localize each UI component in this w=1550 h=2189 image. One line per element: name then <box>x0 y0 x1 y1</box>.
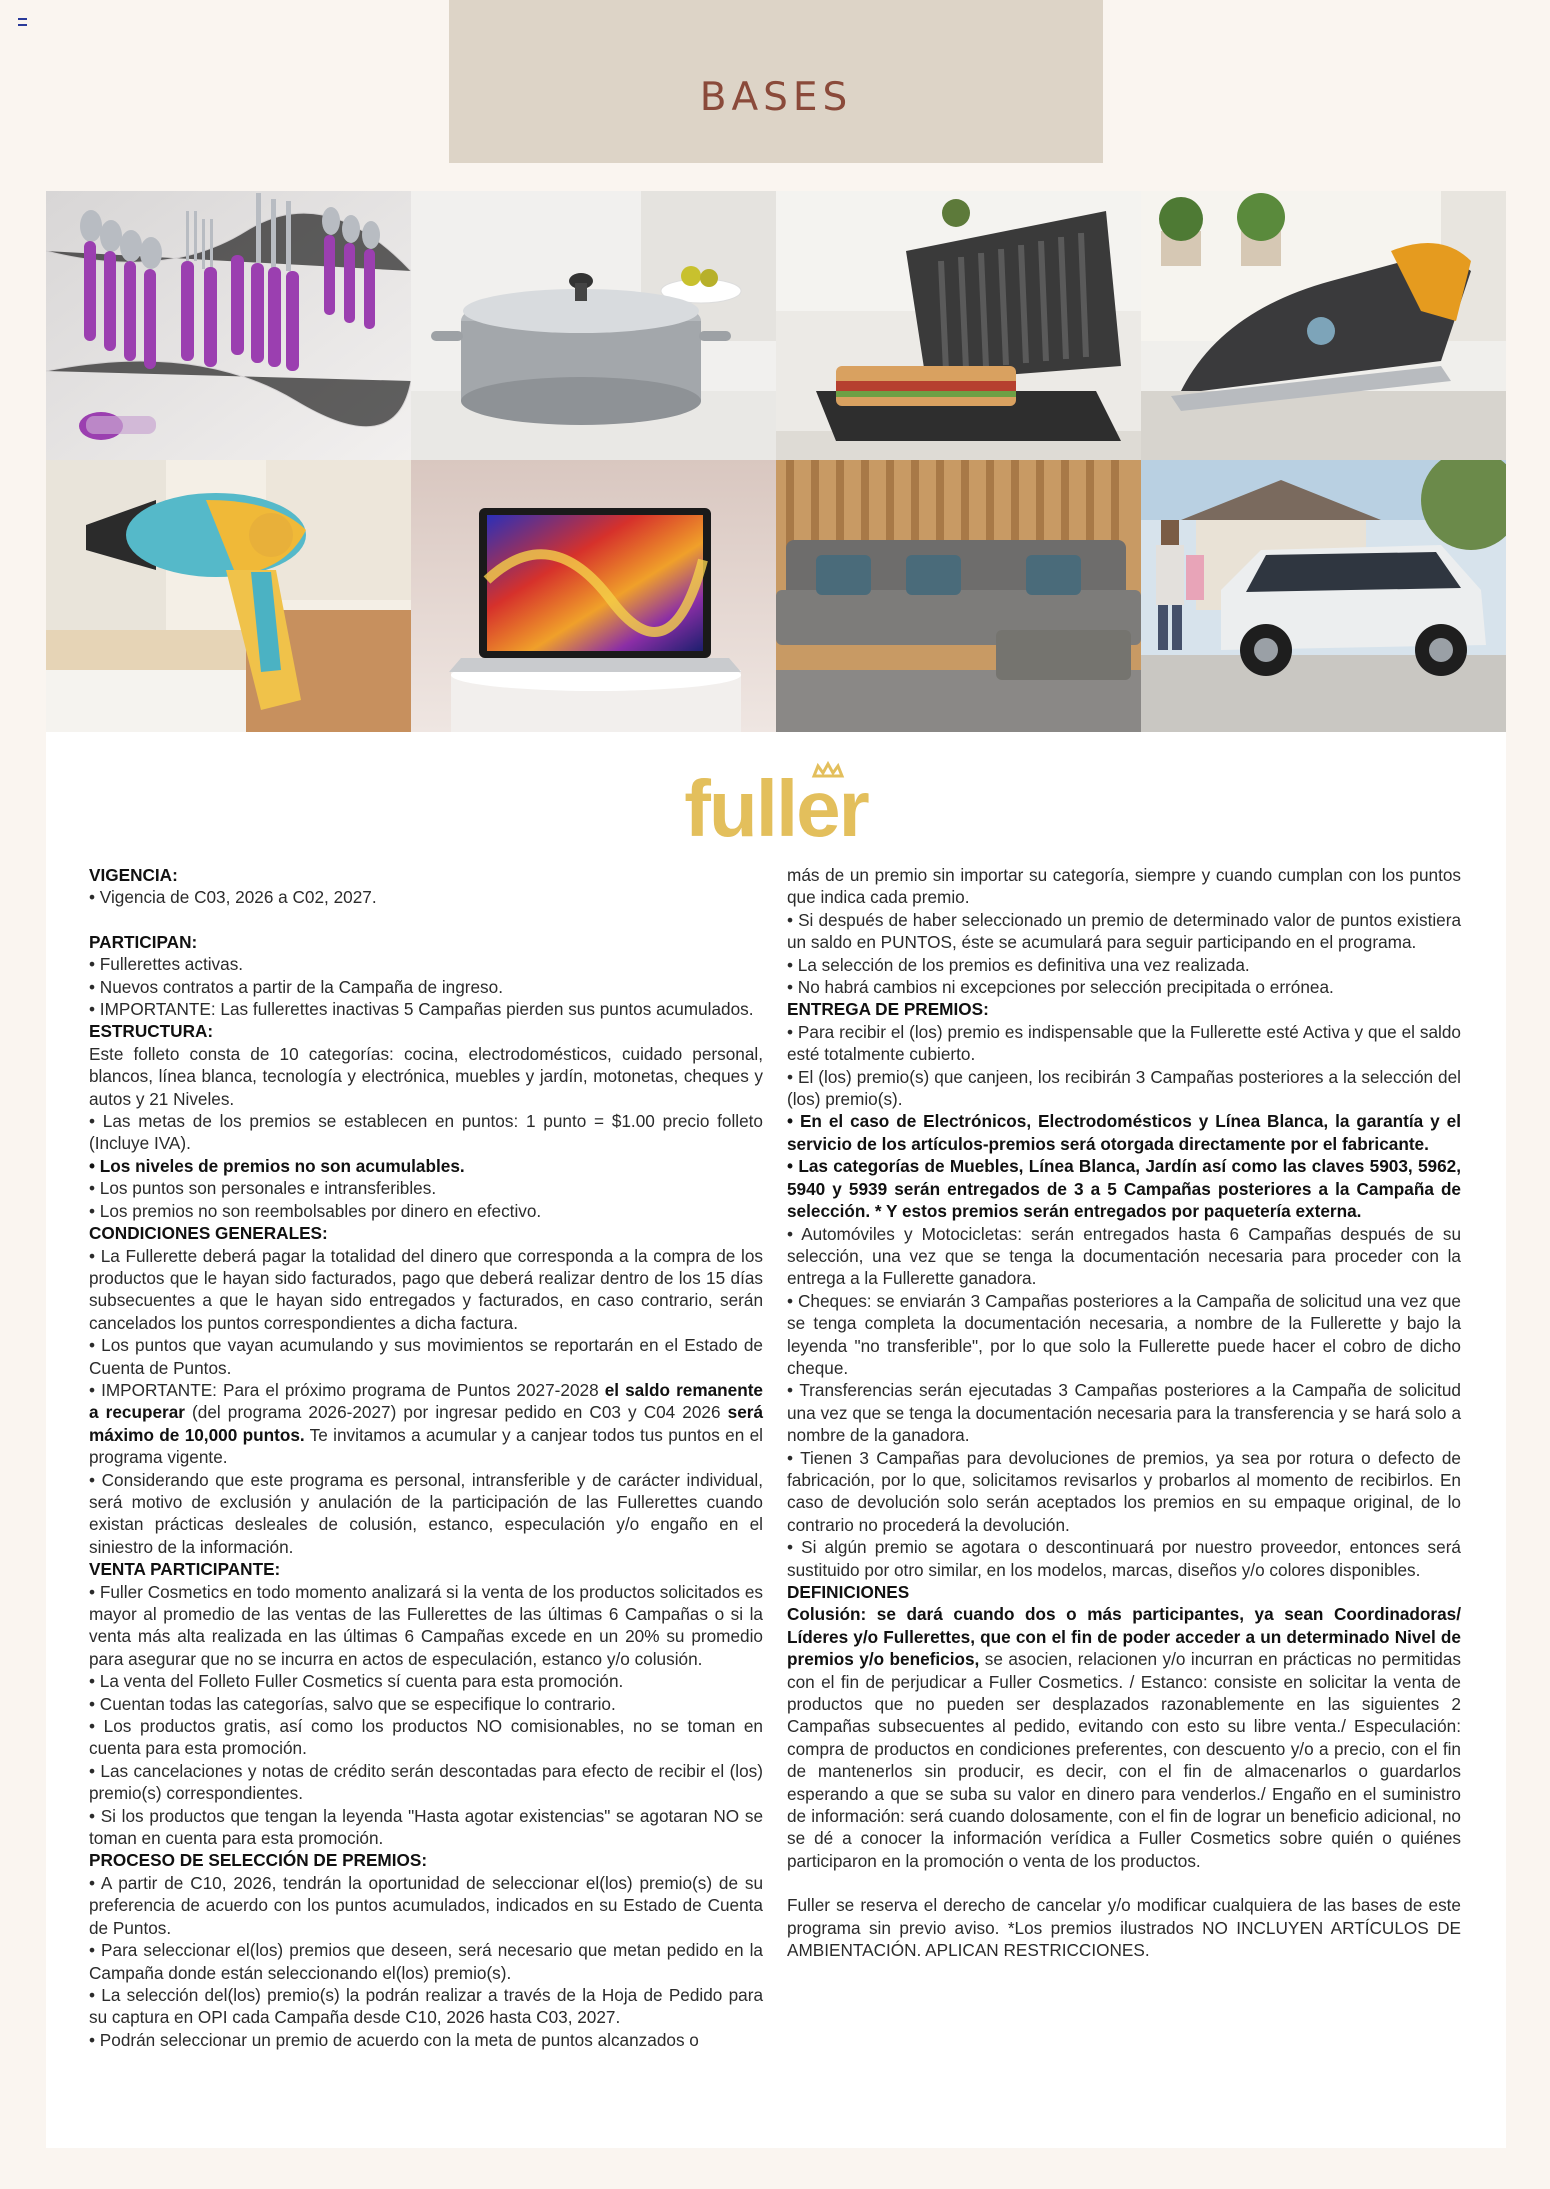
header-banner <box>449 0 1103 163</box>
text-span: Te invitamos a acumular y a canjear todos tus puntos en el programa vigente. <box>89 1424 763 1468</box>
clause-text: • Las cancelaciones y notas de crédito serán descontadas para efecto de recibir el (los) premio(s) correspondientes. <box>89 1760 763 1804</box>
clause-text: • La venta del Folleto Fuller Cosmetics sí cuenta para esta promoción. <box>89 1671 624 1692</box>
mixed-clause-text <box>89 1379 763 1469</box>
clause-text: • Podrán seleccionar un premio de acuerdo con la meta de puntos alcanzados o <box>89 2029 699 2050</box>
cutlery-set-photo <box>46 191 411 460</box>
clause-text: • A partir de C10, 2026, tendrán la oportunidad de seleccionar el(los) premio(s) de su preferencia de acuerdo con los puntos acumulados, indicados en su Estado de Cuenta de Puntos. <box>89 1872 763 1938</box>
left-text-column <box>89 864 763 2051</box>
clause-text: más de un premio sin importar su categoría, siempre y cuando cumplan con los puntos que indica cada premio. <box>787 865 1461 908</box>
clause-text: • IMPORTANTE: Las fullerettes inactivas 5 Campañas pierden sus puntos acumulados. <box>89 999 754 1020</box>
terms-card <box>46 732 1506 2148</box>
paragraph-spacer <box>89 909 763 931</box>
clause-text: • Transferencias serán ejecutadas 3 Campañas posteriores a la Campaña de solicitud una vez que se tenga la documentación necesaria para la transferencia y se hará solo a nombre de la ganadora. <box>787 1380 1461 1446</box>
clause-text: • Tienen 3 Campañas para devoluciones de premios, ya sea por rotura o defecto de fabricación, por lo que, solicitamos revisarlos y probarlos al momento de recibirlos. En caso de devolución solo serán aceptados los premios en su empaque original, de lo contrario no procederá la devolución. <box>787 1447 1461 1535</box>
section-heading: DEFINICIONES <box>787 1582 910 1602</box>
clause-text: • Los productos gratis, así como los productos NO comisionables, no se toman en cuenta para esta promoción. <box>89 1716 763 1759</box>
clause-text: Este folleto consta de 10 categorías: cocina, electrodomésticos, cuidado personal, blancos, línea blanca, tecnología y electrónica, muebles y jardín, motonetas, cheques y autos y 21 Niveles. <box>89 1043 763 1109</box>
clause-text: • El (los) premio(s) que canjeen, los recibirán 3 Campañas posteriores a la selección del (los) premio(s). <box>787 1066 1461 1110</box>
family-car-photo <box>1141 460 1506 732</box>
section-heading: VIGENCIA: <box>89 865 178 885</box>
text-span: • IMPORTANTE: Para el próximo programa de Puntos 2027-2028 <box>89 1379 605 1400</box>
steam-iron-photo <box>1141 191 1506 460</box>
section-heading: PARTICIPAN: <box>89 931 198 952</box>
paragraph-spacer <box>787 1872 1461 1894</box>
clause-text: • La selección de los premios es definitiva una vez realizada. <box>787 954 1250 975</box>
clause-text: • Vigencia de C03, 2026 a C02, 2027. <box>89 887 377 908</box>
clause-text: • Cheques: se enviarán 3 Campañas posteriores a la Campaña de solicitud una vez que se tenga completa la documentación necesaria, a nombre de la Fullerette y bajo la leyenda "no transferible", por lo que solo la Fullerette puede hacer el cobro de dicho cheque. <box>787 1290 1461 1378</box>
section-heading: ESTRUCTURA: <box>89 1021 214 1042</box>
prize-photo-grid <box>46 191 1506 732</box>
section-heading: ENTREGA DE PREMIOS: <box>787 999 989 1020</box>
bold-clause: • En el caso de Electrónicos, Electrodomésticos y Línea Blanca, la garantía y el servicio de los artículos-premios será otorgada directamente por el fabricante. <box>787 1111 1461 1154</box>
clause-text: • Los puntos son personales e intransferibles. <box>89 1178 437 1199</box>
page-title: BASES <box>699 75 853 120</box>
clause-text: • Considerando que este programa es personal, intransferible y de carácter individual, será motivo de exclusión y anulación de la participación de las Fullerettes cuando existan prácticas desleales de colusión, estanco, especulación y/o engaño en el siniestro de la información. <box>89 1469 763 1557</box>
text-span: se asocien, relacionen y/o incurran en prácticas no permitidas con el fin de perjudicar a Fuller Cosmetics. / Estanco: consiste en solicitar la venta de productos que no pueden ser desplazados razonablemente en las siguientes 2 Campañas subsecuentes al pedido, evitando con esto su libre venta./ Especulación: compra de productos en condiciones preferentes, con descuento y/o a precio, con el fin de mantenerlos sin producir, es decir, con el fin de almacenarlos o guardarlos esperando a que se suba su valor en dinero para venderlos./ Engaño en el suministro de información: será cuando dolosamente, con el fin de lograr un beneficio adicional, no se dé a conocer la información verídica a Fuller Cosmetics sobre quién o quiénes participaron en la promoción o venta de los productos. <box>787 1649 1461 1871</box>
clause-text: • Para seleccionar el(los) premios que deseen, será necesario que metan pedido en la Campaña donde están seleccionando el(los) premio(s). <box>89 1940 763 1983</box>
clause-text: • Los premios no son reembolsables por dinero en efectivo. <box>89 1200 542 1221</box>
sectional-sofa-photo <box>776 460 1141 732</box>
clause-text: • No habrá cambios ni excepciones por selección precipitada o errónea. <box>787 977 1334 998</box>
clause-text: Fuller se reserva el derecho de cancelar y/o modificar cualquiera de las bases de este programa sin previo aviso. *Los premios ilustrados NO INCLUYEN ARTÍCULOS DE AMBIENTACIÓN. APLICAN RESTRICCIONES. <box>787 1895 1461 1961</box>
clause-text: • Si los productos que tengan la leyenda "Hasta agotar existencias" se agotaran NO se toman en cuenta para esta promoción. <box>89 1805 763 1849</box>
clause-text: • La Fullerette deberá pagar la totalidad del dinero que corresponda a la compra de los productos que le hayan sido facturados, pago que deberá realizar dentro de los 15 días subsecuentes a que le hayan sido entregados y facturados, en caso contrario, serán cancelados los puntos correspondientes a dicha factura. <box>89 1245 763 1333</box>
clause-text: • Para recibir el (los) premio es indispensable que la Fullerette esté Activa y que el saldo esté totalmente cubierto. <box>787 1021 1461 1065</box>
clause-text: • Nuevos contratos a partir de la Campaña de ingreso. <box>89 976 503 997</box>
clause-text: • Fullerettes activas. <box>89 954 244 975</box>
clause-text: • La selección del(los) premio(s) la podrán realizar a través de la Hoja de Pedido para su captura en OPI cada Campaña desde C10, 2026 hasta C03, 2027. <box>89 1984 763 2028</box>
section-heading: CONDICIONES GENERALES: <box>89 1223 328 1244</box>
bold-clause: • Los niveles de premios no son acumulables. <box>89 1155 465 1176</box>
clause-text: • Fuller Cosmetics en todo momento analizará si la venta de los productos solicitados es mayor al promedio de las ventas de las Fullerettes de las últimas 6 Campañas o si la venta más alta realizada en las últimas 6 Campañas excede en un 20% su promedio para asegurar que no se incurra en actos de especulación, estanco y/o colusión. <box>89 1581 763 1669</box>
sandwich-grill-photo <box>776 191 1141 460</box>
text-span: (del programa 2026-2027) por ingresar pedido en C03 y C04 2026 <box>184 1402 728 1423</box>
bold-span: Colusión: se dará cuando dos o más participantes, ya sean Coordinadoras/ Líderes y/o Fullerettes, que con el fin de poder acceder a un determinado Nivel de premios y/o beneficios, <box>787 1604 1461 1670</box>
bold-span: el saldo remanente a recuperar <box>89 1379 763 1423</box>
section-heading: VENTA PARTICIPANTE: <box>89 1559 281 1580</box>
clause-text: • Si después de haber seleccionado un premio de determinado valor de puntos existiera un saldo en PUNTOS, éste se acumulará para seguir participando en el programa. <box>787 909 1461 953</box>
bold-clause: • Las categorías de Muebles, Línea Blanca, Jardín así como las claves 5903, 5962, 5940 y 5939 serán entregados de 3 a 5 Campañas posteriores a la Campaña de selección. * Y estos premios serán entregados por paquetería externa. <box>787 1156 1461 1222</box>
laptop-photo <box>411 460 776 732</box>
mixed-clause-text <box>787 1603 1461 1872</box>
logo-wordmark: fuller <box>684 764 868 850</box>
fuller-logo <box>46 760 1506 850</box>
clause-text: • Cuentan todas las categorías, salvo que se especifique lo contrario. <box>89 1693 616 1714</box>
clause-text: • Las metas de los premios se establecen en puntos: 1 punto = $1.00 precio folleto (Incluye IVA). <box>89 1111 763 1154</box>
clause-text: • Automóviles y Motocicletas: serán entregados hasta 6 Campañas después de su selección, una vez que se tenga la documentación necesaria para proceder con la entrega a la Fullerette ganadora. <box>787 1223 1461 1289</box>
clause-text: • Si algún premio se agotara o descontinuará por nuestro proveedor, entonces será sustituido por otro similar, en los modelos, marcas, diseños y/o colores disponibles. <box>787 1537 1461 1580</box>
section-heading: PROCESO DE SELECCIÓN DE PREMIOS: <box>89 1850 428 1871</box>
clause-text: • Los puntos que vayan acumulando y sus movimientos se reportarán en el Estado de Cuenta de Puntos. <box>89 1335 763 1378</box>
hair-dryer-photo <box>46 460 411 732</box>
right-text-column <box>787 864 1461 1962</box>
menu-icon[interactable] <box>18 18 27 26</box>
stock-pot-photo <box>411 191 776 460</box>
bold-span: será máximo de 10,000 puntos. <box>89 1402 764 1445</box>
